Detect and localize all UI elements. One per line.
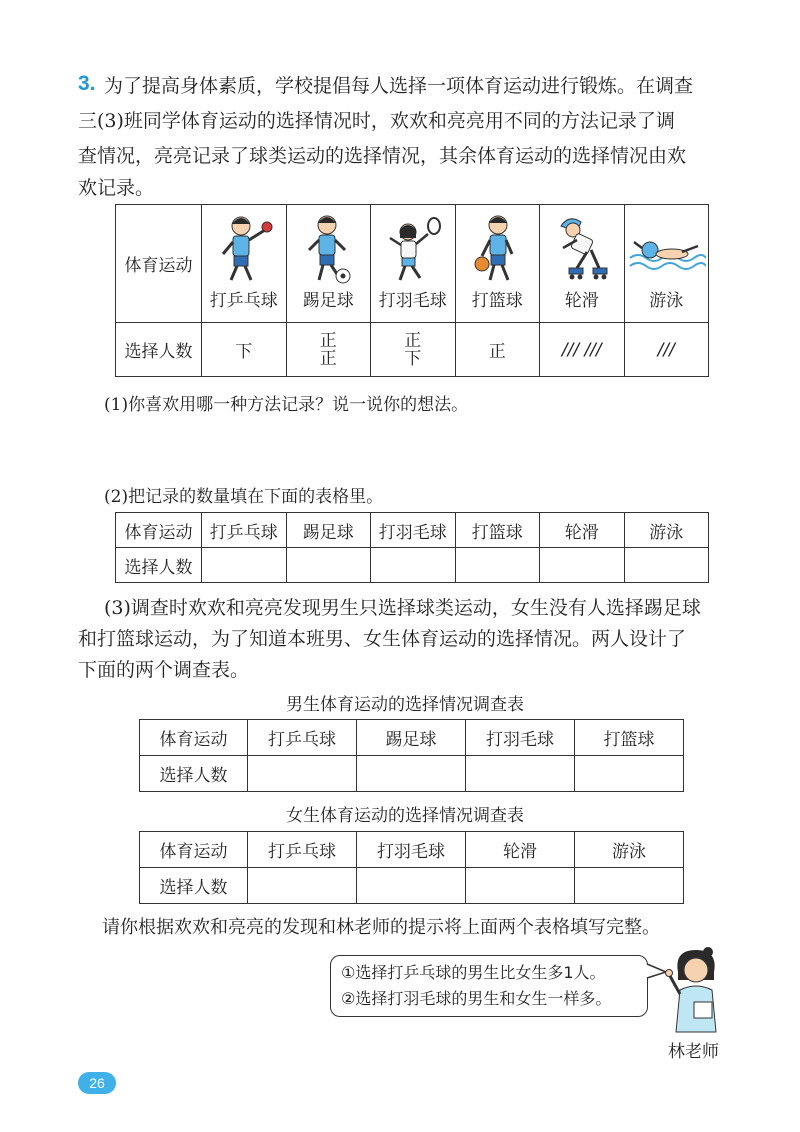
girls-sport-skating: 轮滑 xyxy=(466,832,575,868)
sport-label-basketball: 打篮球 xyxy=(471,290,523,311)
fill-sport-pingpong: 打乒乓球 xyxy=(202,513,287,548)
boys-sport-pingpong: 打乒乓球 xyxy=(248,720,357,756)
girls-answer-cell[interactable] xyxy=(248,868,357,904)
fill-sport-skating: 轮滑 xyxy=(540,513,625,548)
sub-question-3-line-1: (3)调查时欢欢和亮亮发现男生只选择球类运动，女生没有人选择踢足球 xyxy=(104,597,701,619)
boys-sport-badminton: 打羽毛球 xyxy=(466,720,575,756)
fill-answer-cell[interactable] xyxy=(371,548,456,583)
sport-label-football: 踢足球 xyxy=(302,290,354,311)
question-line-3: 查情况，亮亮记录了球类运动的选择情况，其余体育运动的选择情况由欢 xyxy=(78,145,687,167)
boys-sport-football: 踢足球 xyxy=(357,720,466,756)
tally-pingpong: 下 xyxy=(202,323,287,377)
girls-sport-badminton: 打羽毛球 xyxy=(357,832,466,868)
tally-badminton xyxy=(371,323,456,377)
teacher-name: 林老师 xyxy=(668,1042,719,1062)
fill-answer-cell[interactable] xyxy=(286,548,371,583)
skater-icon xyxy=(547,212,617,286)
sport-cell-pingpong xyxy=(202,205,287,323)
fill-answer-cell[interactable] xyxy=(540,548,625,583)
tally-swimming: /// xyxy=(624,323,709,377)
girls-header-sport: 体育运动 xyxy=(140,832,248,868)
tally-football-bottom: 正 xyxy=(319,348,337,369)
fill-sport-swimming: 游泳 xyxy=(624,513,709,548)
fill-sport-basketball: 打篮球 xyxy=(455,513,540,548)
football-player-icon xyxy=(293,212,363,286)
sport-cell-basketball xyxy=(455,205,540,323)
page-number: 26 xyxy=(78,1072,116,1094)
boys-answer-cell[interactable] xyxy=(466,756,575,792)
swimmer-icon xyxy=(626,212,706,286)
fill-answer-cell[interactable] xyxy=(202,548,287,583)
sport-cell-badminton xyxy=(371,205,456,323)
sub-question-3-line-2: 和打篮球运动，为了知道本班男、女生体育运动的选择情况。两人设计了 xyxy=(78,628,687,650)
sub-question-2: (2)把记录的数量填在下面的表格里。 xyxy=(104,487,384,507)
sport-cell-skating xyxy=(540,205,625,323)
boys-answer-cell[interactable] xyxy=(357,756,466,792)
question-line-4: 欢记录。 xyxy=(78,177,155,199)
girls-sport-pingpong: 打乒乓球 xyxy=(248,832,357,868)
fill-header-sport: 体育运动 xyxy=(116,513,202,548)
sport-label-skating: 轮滑 xyxy=(564,290,599,311)
basketball-player-icon xyxy=(462,212,532,286)
sport-cell-football xyxy=(286,205,371,323)
boys-answer-cell[interactable] xyxy=(248,756,357,792)
girls-answer-cell[interactable] xyxy=(466,868,575,904)
boys-header-count: 选择人数 xyxy=(140,756,248,792)
question-number: 3. xyxy=(78,72,96,95)
tally-badminton-top: 正 xyxy=(404,330,422,351)
sport-label-pingpong: 打乒乓球 xyxy=(209,290,278,311)
sport-cell-swimming xyxy=(624,205,709,323)
fill-answer-cell[interactable] xyxy=(624,548,709,583)
girls-answer-cell[interactable] xyxy=(357,868,466,904)
fill-sport-football: 踢足球 xyxy=(286,513,371,548)
boys-header-sport: 体育运动 xyxy=(140,720,248,756)
hint-line-1: ①选择打乒乓球的男生比女生多1人。 xyxy=(341,963,606,982)
fill-header-count: 选择人数 xyxy=(116,548,202,583)
tally-badminton-bottom: 下 xyxy=(404,348,422,369)
girls-header-count: 选择人数 xyxy=(140,868,248,904)
tally-basketball: 正 xyxy=(455,323,540,377)
badminton-player-icon xyxy=(378,212,448,286)
sport-label-badminton: 打羽毛球 xyxy=(378,290,447,311)
boys-sport-basketball: 打篮球 xyxy=(575,720,684,756)
fill-table xyxy=(115,512,709,583)
hint-line-2: ②选择打羽毛球的男生和女生一样多。 xyxy=(341,989,612,1008)
record-table xyxy=(115,204,709,377)
tally-skating: /// /// xyxy=(540,323,625,377)
girls-table xyxy=(139,831,684,904)
pingpong-player-icon xyxy=(209,212,279,286)
boys-answer-cell[interactable] xyxy=(575,756,684,792)
tally-football-top: 正 xyxy=(319,330,337,351)
girls-table-caption: 女生体育运动的选择情况调查表 xyxy=(286,806,524,826)
girls-answer-cell[interactable] xyxy=(575,868,684,904)
hint-bubble xyxy=(330,955,648,1017)
fill-answer-cell[interactable] xyxy=(455,548,540,583)
sub-question-3-line-3: 下面的两个调查表。 xyxy=(78,659,250,681)
question-line-1: 为了提高身体素质，学校提倡每人选择一项体育运动进行锻炼。在调查 xyxy=(104,75,694,97)
instruction: 请你根据欢欢和亮亮的发现和林老师的提示将上面两个表格填写完整。 xyxy=(102,917,660,938)
tally-football xyxy=(286,323,371,377)
sport-label-swimming: 游泳 xyxy=(649,290,684,311)
boys-table-caption: 男生体育运动的选择情况调查表 xyxy=(286,695,524,715)
boys-table xyxy=(139,719,684,792)
sub-question-1: (1)你喜欢用哪一种方法记录？说一说你的想法。 xyxy=(104,395,469,415)
fill-sport-badminton: 打羽毛球 xyxy=(371,513,456,548)
teacher-icon xyxy=(664,946,726,1034)
girls-sport-swimming: 游泳 xyxy=(575,832,684,868)
record-header-count: 选择人数 xyxy=(116,323,202,377)
record-header-sport: 体育运动 xyxy=(116,205,202,323)
question-line-2: 三(3)班同学体育运动的选择情况时，欢欢和亮亮用不同的方法记录了调 xyxy=(78,110,675,132)
